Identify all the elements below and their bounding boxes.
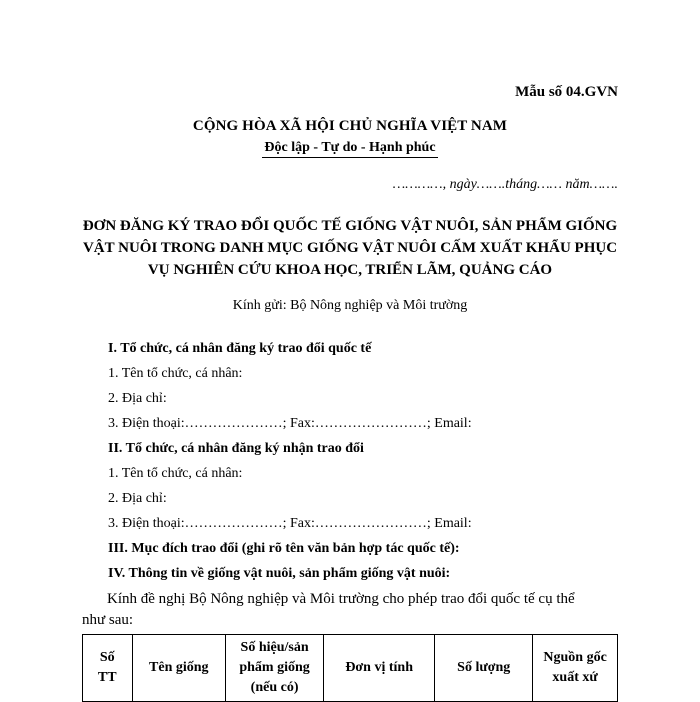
col-no-line-2: TT xyxy=(97,670,117,685)
section-4-heading: IV. Thông tin về giống vật nuôi, sản phẩm giống vật nuôi: xyxy=(108,566,451,581)
form-code: Mẫu số 04.GVN xyxy=(515,84,618,100)
title-line-3: VỤ NGHIÊN CỨU KHOA HỌC, TRIỂN LÃM, QUẢNG CÁO xyxy=(147,262,553,278)
section-3-heading: III. Mục đích trao đổi (ghi rõ tên văn bản hợp tác quốc tế): xyxy=(108,541,460,556)
col-header-code xyxy=(226,635,324,702)
col-header-qty: Số lượng xyxy=(435,635,533,702)
section-2-heading: II. Tổ chức, cá nhân đăng ký nhận trao đổi xyxy=(108,441,364,456)
section-1-address-field: 2. Địa chỉ: xyxy=(108,391,167,406)
request-line-2: như sau: xyxy=(82,612,134,628)
col-header-origin xyxy=(533,635,618,702)
section-2-address-field: 2. Địa chỉ: xyxy=(108,491,167,506)
recipient-line: Kính gửi: Bộ Nông nghiệp và Môi trường xyxy=(232,298,468,313)
title-line-2: VẬT NUÔI TRONG DANH MỤC GIỐNG VẬT NUÔI CẤM XUẤT KHẨU PHỤC xyxy=(82,240,618,256)
motto-text: Độc lập - Tự do - Hạnh phúc xyxy=(262,139,437,158)
document-title xyxy=(0,215,700,281)
section-2-name-field: 1. Tên tổ chức, cá nhân: xyxy=(108,466,243,481)
title-line-1: ĐƠN ĐĂNG KÝ TRAO ĐỔI QUỐC TẾ GIỐNG VẬT NUÔI, SẢN PHẨM GIỐNG xyxy=(82,218,618,234)
section-1-name-field: 1. Tên tổ chức, cá nhân: xyxy=(108,366,243,381)
col-origin-line-1: Nguồn gốc xyxy=(543,650,607,665)
section-1-heading: I. Tổ chức, cá nhân đăng ký trao đổi quốc tế xyxy=(108,341,372,356)
col-header-unit: Đơn vị tính xyxy=(324,635,435,702)
col-code-line-3: (nếu có) xyxy=(250,680,299,695)
col-origin-line-2: xuất xứ xyxy=(552,670,598,685)
national-motto xyxy=(0,139,700,158)
seed-table xyxy=(82,634,618,702)
table-header-row xyxy=(83,635,618,702)
col-header-name: Tên giống xyxy=(132,635,226,702)
col-code-line-2: phẩm giống xyxy=(239,660,310,675)
section-2-contact-field: 3. Điện thoại:…………………; Fax:……………………; Email: xyxy=(108,516,472,531)
col-code-line-1: Số hiệu/sản xyxy=(240,640,309,655)
col-no-line-1: Số xyxy=(99,650,115,665)
national-heading: CỘNG HÒA XÃ HỘI CHỦ NGHĨA VIỆT NAM xyxy=(192,118,508,134)
col-header-no xyxy=(83,635,133,702)
section-1-contact-field: 3. Điện thoại:…………………; Fax:……………………; Email: xyxy=(108,416,472,431)
request-line-1: Kính đề nghị Bộ Nông nghiệp và Môi trường cho phép trao đổi quốc tế cụ thể xyxy=(107,591,575,607)
date-line: …………, ngày…….tháng…… năm……. xyxy=(392,177,618,192)
